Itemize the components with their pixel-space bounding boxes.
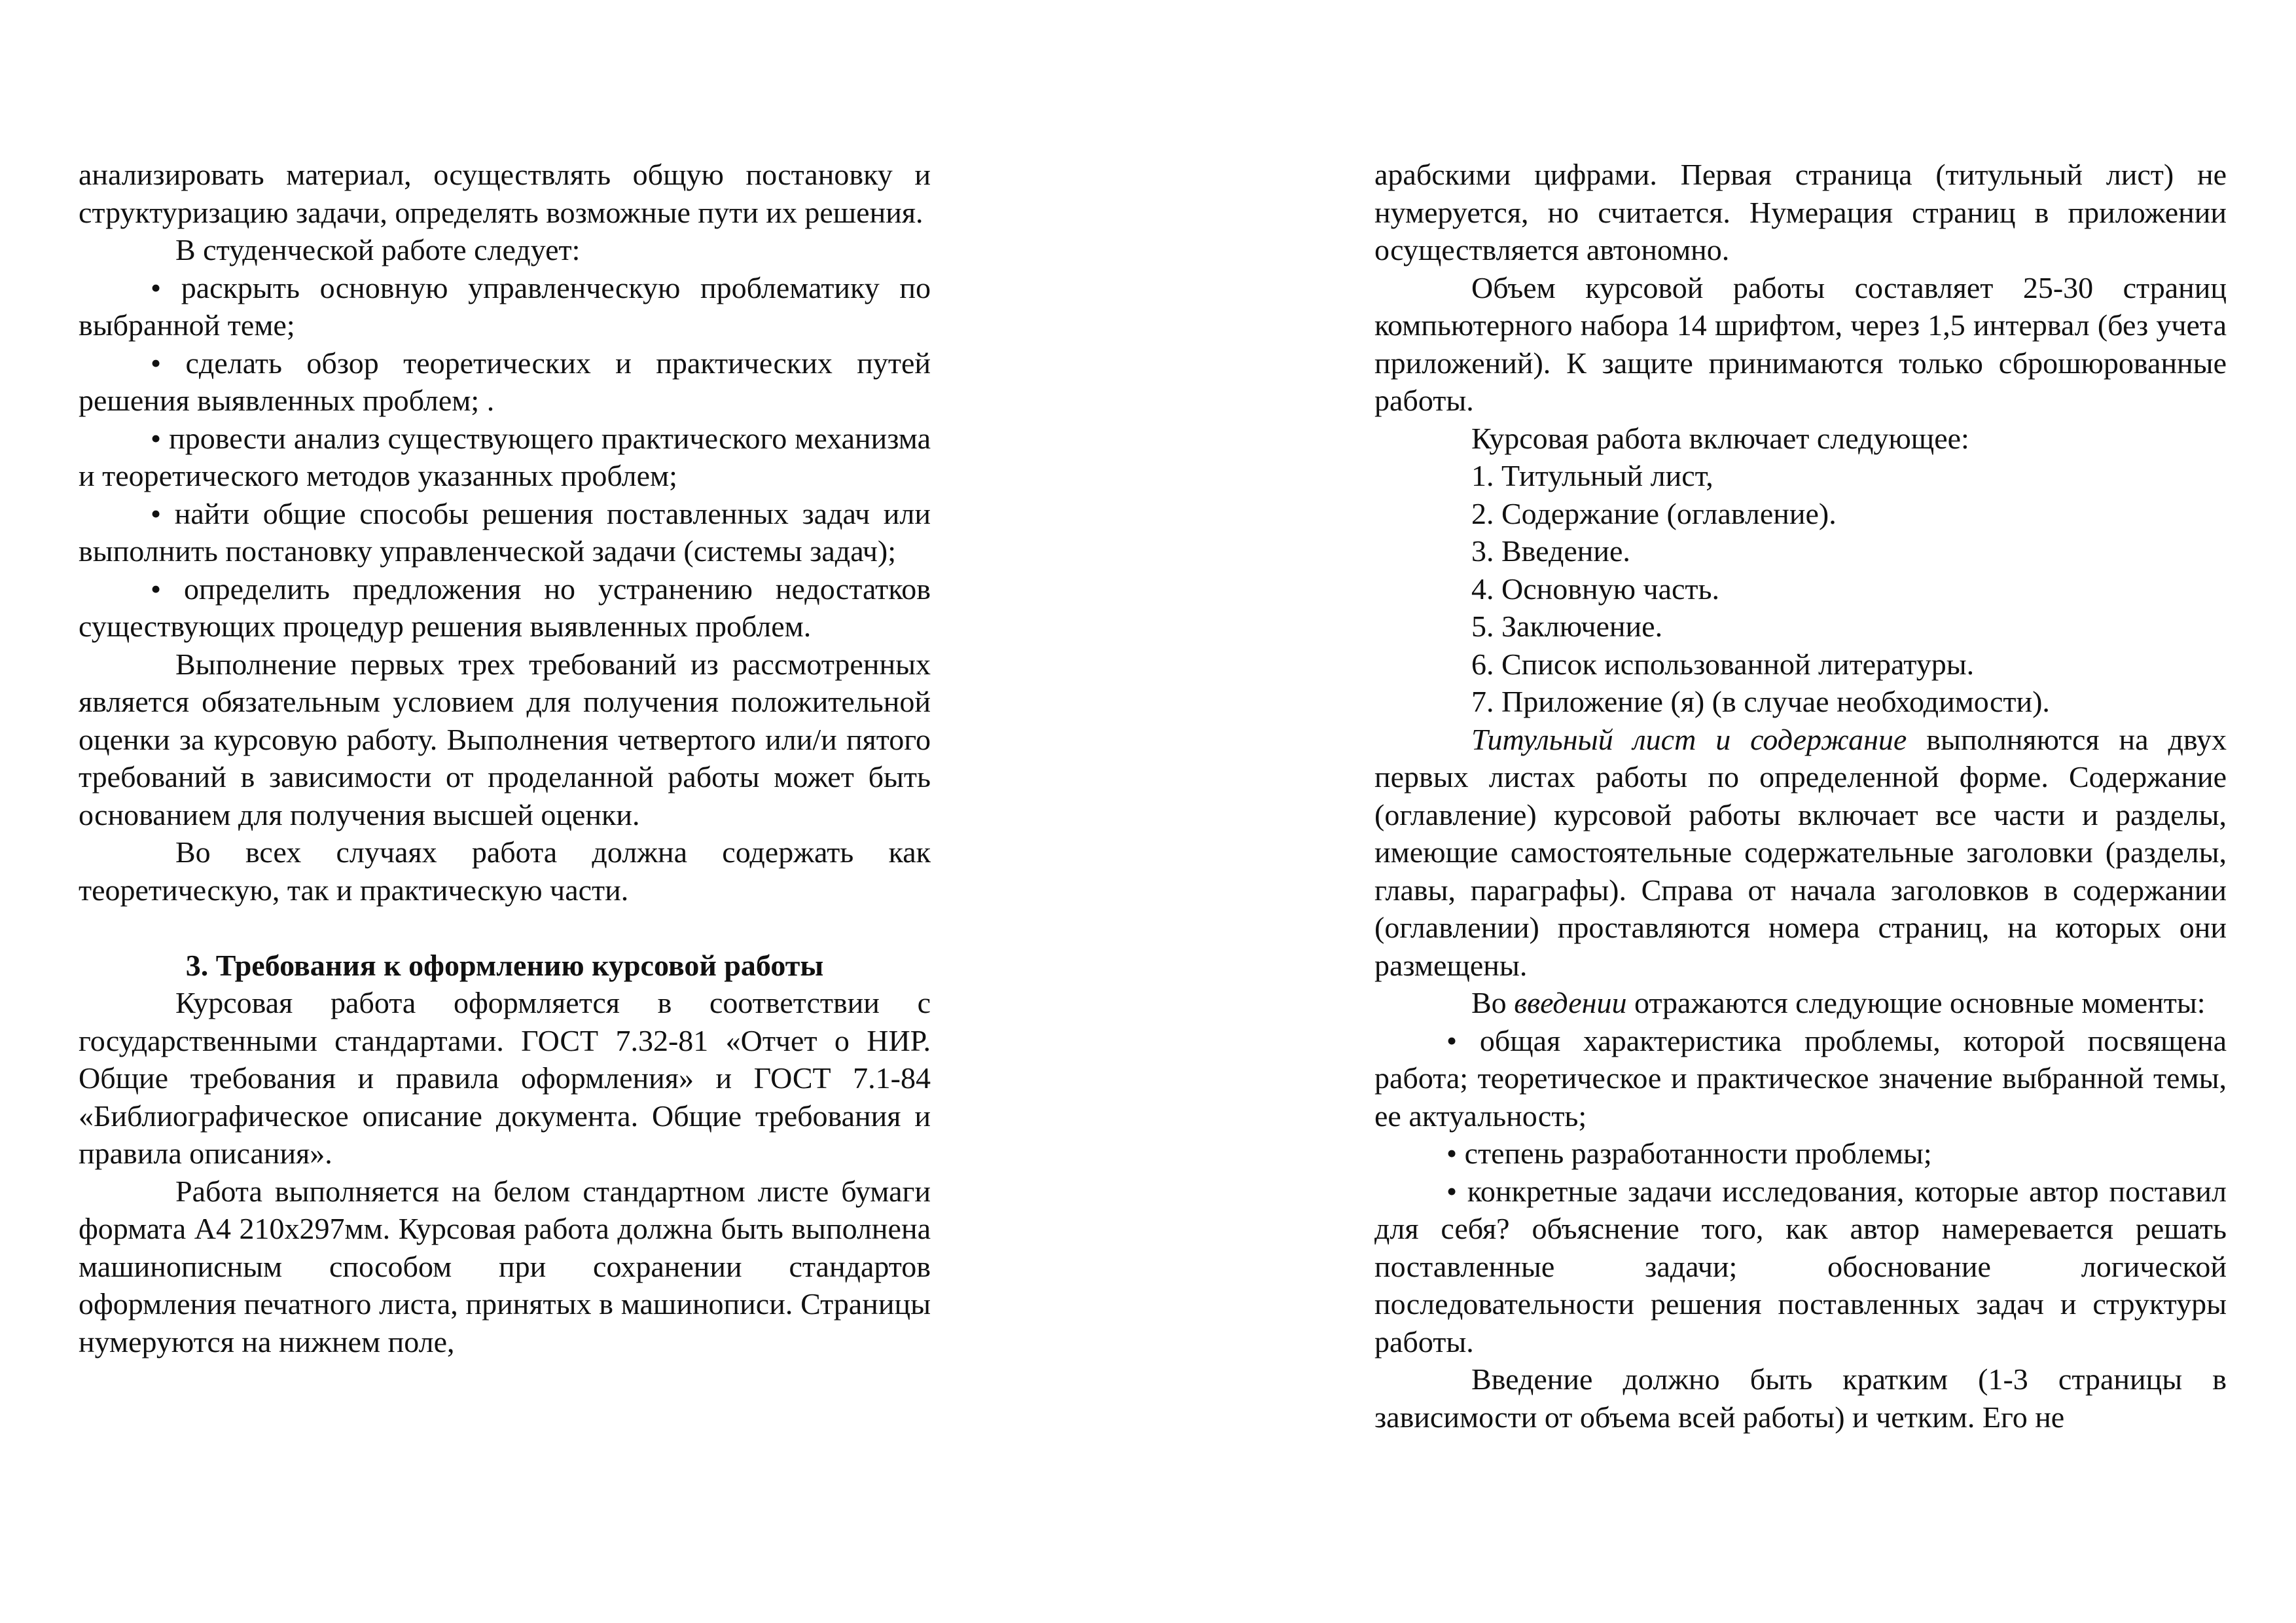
left-paragraph-3: Выполнение первых трех требований из рассмотренных является обязательным условием для получения положительной оценки за курсовую работу. Выполнения четвертого или/и пятого требований в зависимости от проделанной работы может быть основанием для получения высшей оценки. <box>79 647 931 831</box>
right-paragraph-5-text: отражаются следующие основные моменты: <box>1626 986 2206 1019</box>
right-paragraph-6: Введение должно быть кратким (1-3 страницы в зависимости от объема всей работы) и четким. Его не <box>1374 1362 2227 1434</box>
list-item-7: 7. Приложение (я) (в случае необходимости). <box>1471 685 2050 718</box>
right-paragraph-4 <box>1374 721 2227 985</box>
list-item-2: 2. Содержание (оглавление). <box>1471 496 1837 530</box>
left-bullet-3: • провести анализ существующего практического механизма и теоретического методов указанных проблем; <box>79 420 931 495</box>
left-paragraph-6: Работа выполняется на белом стандартном листе бумаги формата А4 210х297мм. Курсовая работа должна быть выполнена машинописным способом при сохранении стандартов оформления печатного листа, принятых в машинописи. Страницы нумеруются на нижнем поле, <box>79 1174 931 1359</box>
left-paragraph-2: В студенческой работе следует: <box>175 233 581 266</box>
left-paragraph-5: Курсовая работа оформляется в соответствии с государственными стандартами. ГОСТ 7.32-81 «Отчет о НИР. Общие требования и правила оформления» и ГОСТ 7.1-84 «Библиографическое описание документа. Общие требования и правила описания». <box>79 986 931 1170</box>
left-paragraph-4: Во всех случаях работа должна содержать как теоретическую, так и практическую части. <box>79 835 931 907</box>
left-paragraph-1: анализировать материал, осуществлять общую постановку и структуризацию задачи, определять возможные пути их решения. <box>79 158 931 229</box>
right-paragraph-4-text: выполняются на двух первых листах работы по определенной форме. Содержание (оглавление) курсовой работы включает все части и разделы, имеющие самостоятельные содержательные заголовки (разделы, главы, параграфы). Справа от начала заголовков в содержании (оглавлении) проставляются номера страниц, на которых они размещены. <box>1374 722 2227 982</box>
right-bullet-1: • общая характеристика проблемы, которой посвящена работа; теоретическое и практическое значение выбранной темы, ее актуальность; <box>1374 1022 2227 1135</box>
right-paragraph-2: Объем курсовой работы составляет 25-30 страниц компьютерного набора 14 шрифтом, через 1,5 интервал (без учета приложений). К защите принимаются только сброшюрованные работы. <box>1374 270 2227 417</box>
right-paragraph-5-start: Во <box>1471 986 1515 1019</box>
title-page-italic: Титульный лист и содержание <box>1471 722 1907 756</box>
left-bullet-5: • определить предложения но устранению недостатков существующих процедур решения выявленных проблем. <box>79 570 931 646</box>
right-paragraph-5 <box>1374 984 2227 1022</box>
right-paragraph-3: Курсовая работа включает следующее: <box>1471 421 1969 455</box>
right-column <box>1374 156 2227 1436</box>
list-item-6: 6. Список использованной литературы. <box>1471 647 1975 681</box>
right-bullet-3: • конкретные задачи исследования, которые автор поставил для себя? объяснение того, как автор намеревается решать поставленные задачи; обоснование логической последовательности решения поставленных задач и структуры работы. <box>1374 1173 2227 1361</box>
left-bullet-1: • раскрыть основную управленческую проблематику по выбранной теме; <box>79 269 931 344</box>
list-item-5: 5. Заключение. <box>1471 610 1663 643</box>
left-column <box>79 156 931 1360</box>
right-paragraph-1: арабскими цифрами. Первая страница (титульный лист) не нумеруется, но считается. Нумерация страниц в приложении осуществляется автономно. <box>1374 158 2227 266</box>
list-item-1: 1. Титульный лист, <box>1471 459 1713 492</box>
list-item-3: 3. Введение. <box>1471 534 1630 568</box>
left-bullet-4: • найти общие способы решения поставленных задач или выполнить постановку управленческой задачи (системы задач); <box>79 495 931 570</box>
list-item-4: 4. Основную часть. <box>1471 572 1720 606</box>
section-heading: 3. Требования к оформлению курсовой работы <box>185 948 824 982</box>
right-bullet-2: • степень разработанности проблемы; <box>1374 1135 2227 1173</box>
introduction-italic: введении <box>1514 986 1627 1019</box>
left-bullet-2: • сделать обзор теоретических и практических путей решения выявленных проблем; . <box>79 344 931 420</box>
